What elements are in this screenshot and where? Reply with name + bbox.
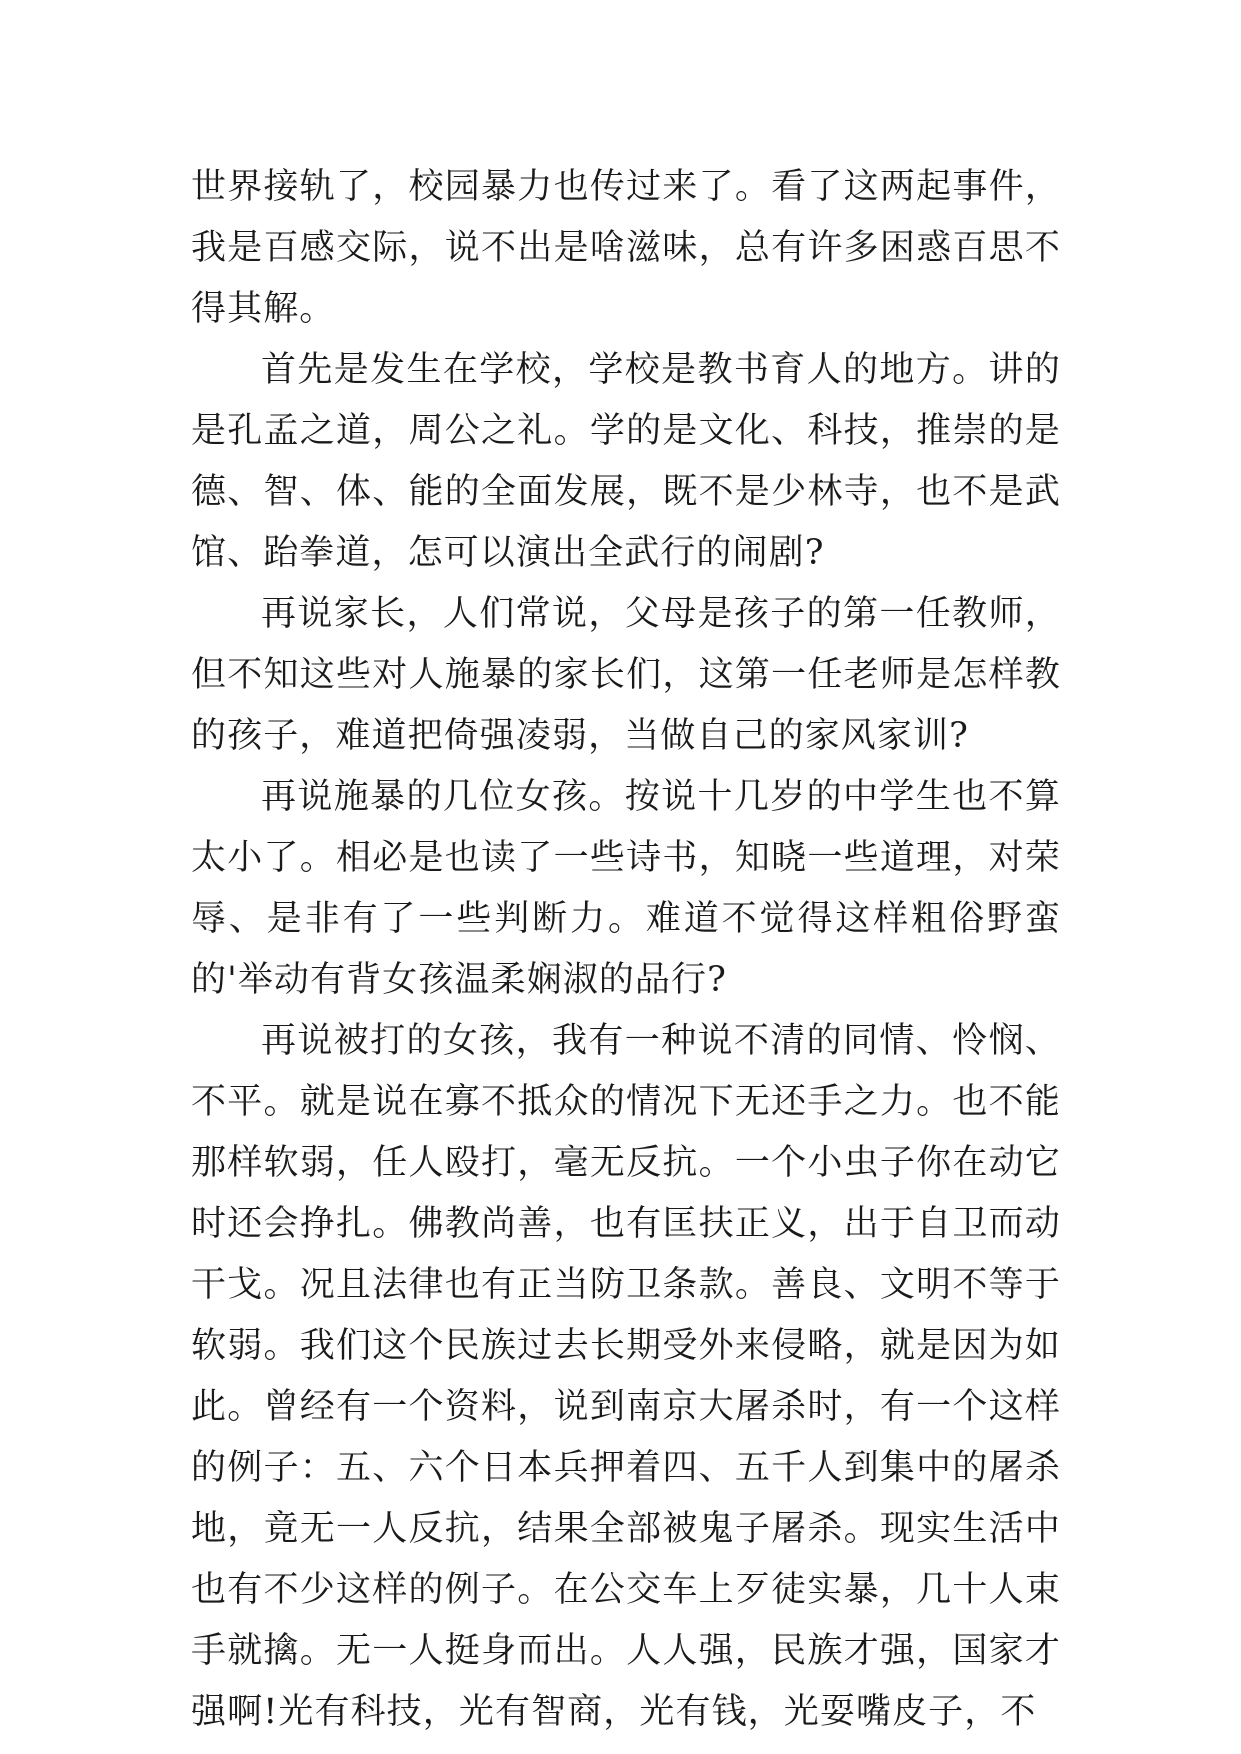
document-body (191, 157, 1061, 1743)
paragraph-2: 首先是发生在学校，学校是教书育人的地方。讲的是孔孟之道，周公之礼。学的是文化、科技，推崇的是德、智、体、能的全面发展，既不是少林寺，也不是武馆、跆拳道，怎可以演出全武行的闹剧? (191, 350, 1061, 573)
paragraph-5: 再说被打的女孩，我有一种说不清的同情、怜悯、不平。就是说在寡不抵众的情况下无还手之力。也不能那样软弱，任人殴打，毫无反抗。一个小虫子你在动它时还会挣扎。佛教尚善，也有匡扶正义，出于自卫而动干戈。况且法律也有正当防卫条款。善良、文明不等于软弱。我们这个民族过去长期受外来侵略，就是因为如此。曾经有一个资料，说到南京大屠杀时，有一个这样的例子：五、六个日本兵押着四、五千人到集中的屠杀地，竟无一人反抗，结果全部被鬼子屠杀。现实生活中也有不少这样的例子。在公交车上歹徒实暴，几十人束手就擒。无一人挺身而出。人人强，民族才强，国家才强啊!光有科技，光有智商，光有钱，光耍嘴皮子，不 (191, 1021, 1061, 1732)
paragraph-4: 再说施暴的几位女孩。按说十几岁的中学生也不算太小了。相必是也读了一些诗书，知晓一些道理，对荣辱、是非有了一些判断力。难道不觉得这样粗俗野蛮的'举动有背女孩温柔娴淑的品行? (191, 777, 1061, 1000)
paragraph-1: 世界接轨了，校园暴力也传过来了。看了这两起事件，我是百感交际，说不出是啥滋味，总有许多困惑百思不得其解。 (191, 167, 1061, 329)
paragraph-3: 再说家长，人们常说，父母是孩子的第一任教师，但不知这些对人施暴的家长们，这第一任老师是怎样教的孩子，难道把倚强凌弱，当做自己的家风家训? (191, 594, 1061, 756)
